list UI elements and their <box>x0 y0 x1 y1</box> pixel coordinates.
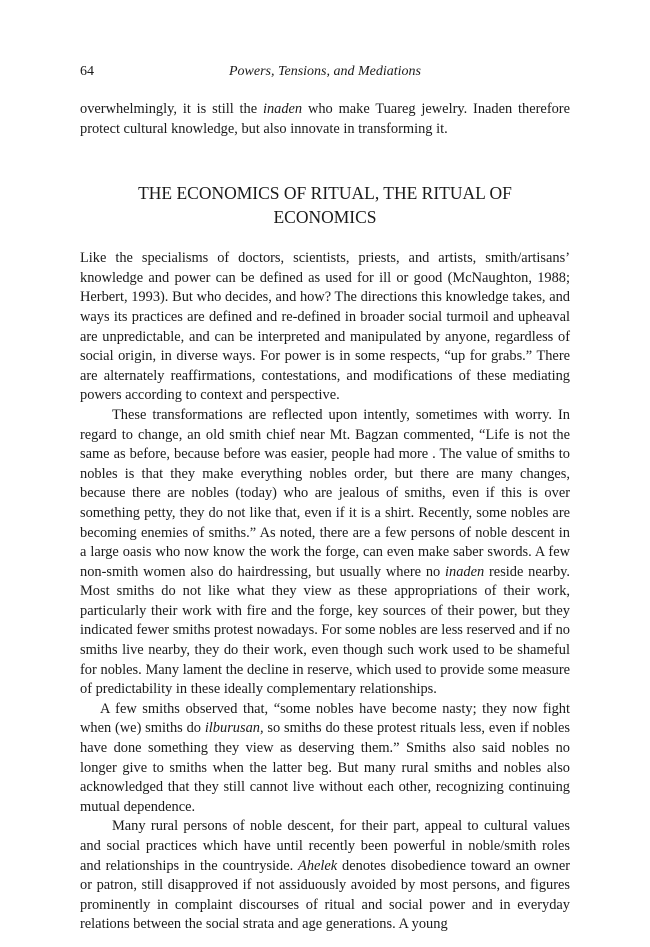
text-run: overwhelmingly, it is still the <box>80 101 263 117</box>
text-run: who make Tuareg jewelry. Inaden therefore protect cultural knowledge, but also innovate in transforming it. <box>80 101 570 137</box>
text-run: so smiths do these protest rituals less, even if nobles have done something they view as deserving them.” Smiths also said nobles no longer give to smiths when the latter beg. But many rural smiths and nobles also acknowledged that they still cannot live without each other, recognizing continuing mutual dependence. <box>80 720 571 815</box>
text-run: Many rural persons of noble descent, for their part, appeal to cultural values and social practices which have until recently been powerful in noble/smith roles and relationships in the countryside. <box>80 818 570 874</box>
text-run: denotes disobedience toward an owner or patron, still disapproved if not assiduously avoided by most persons, and figures prominently in complaint discourses of ritual and social power and in everyday relations between the social strata and age generations. A young <box>80 857 570 933</box>
page-number: 64 <box>80 64 94 79</box>
paragraph-continuation <box>80 100 570 139</box>
body-text <box>80 100 570 935</box>
page-header <box>80 64 570 84</box>
section-title <box>80 181 570 229</box>
paragraph <box>80 817 570 935</box>
paragraph <box>80 406 570 700</box>
section-title-line: THE ECONOMICS OF RITUAL, THE RITUAL OF <box>138 183 512 204</box>
text-run: reside nearby. Most smiths do not like what they view as these appropriations of their work, particularly their work with fire and the forge, key sources of their power, but they indicated fewer smiths protest nowadays. For some nobles are less reserved and if no smiths live nearby, they do their work, even though such work used to be shameful for nobles. Many lament the decline in reserve, which used to provide some measure of predictability in these ideally complementary relationships. <box>80 563 570 698</box>
paragraph <box>80 700 570 818</box>
section-title-line: ECONOMICS <box>273 207 377 228</box>
italic-term: Ahelek <box>298 857 338 874</box>
text-run: These transformations are reflected upon intently, sometimes with worry. In regard to change, an old smith chief near Mt. Bagzan commented, “Life is not the same as before, because before was easier, people had more . The value of smiths to nobles is that they make everything nobles order, but there are many changes, because there are nobles (today) who are jealous of smiths, even if this is over something petty, they do not like that, even if it is a shirt. Recently, some nobles are becoming enemies of smiths.” As noted, there are a few persons of noble descent in a large oasis who now know the work the forge, can even make saber swords. A few non-smith women also do hairdressing, but usually where no <box>80 406 570 580</box>
italic-term: ilburusan, <box>204 720 264 737</box>
running-title: Powers, Tensions, and Mediations <box>229 64 421 79</box>
paragraph: Like the specialisms of doctors, scientists, priests, and artists, smith/artisans’ knowledge and power can be defined as used for ill or good (McNaughton, 1988; Herbert, 1993). But who decides, and how? The directions this knowledge takes, and ways its practices are defined and re-defined in broader social turmoil and upheaval are unpredictable, and can be interpreted and manipulated by anyone, regardless of social origin, in diverse ways. For power is in some respects, “up for grabs.” There are alternately reaffirmations, contestations, and modifications of these mediating powers according to context and perspective. <box>80 250 570 404</box>
italic-term: inaden <box>445 563 485 580</box>
text-run: A few smiths observed that, “some nobles have become nasty; they now fight when (we) smiths do <box>80 700 570 737</box>
italic-term: inaden <box>262 101 303 117</box>
